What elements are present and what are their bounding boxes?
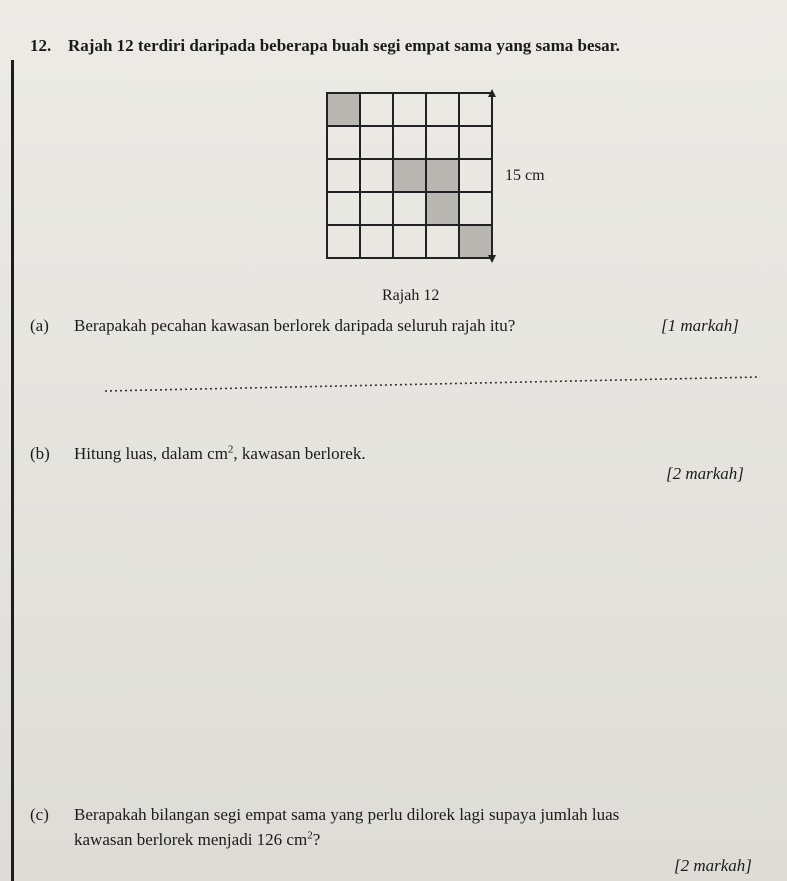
part-c-question-line1 [30, 805, 619, 825]
part-b-text-before: Hitung luas, dalam cm [74, 444, 228, 463]
part-b-sup: 2 [227, 443, 234, 456]
page-margin-line [11, 60, 14, 881]
part-b-text-after: , kawasan berlorek. [233, 444, 366, 463]
part-a-marks: [1 markah] [661, 316, 739, 335]
part-b-question [30, 444, 366, 464]
part-c-marks: [2 markah] [674, 856, 752, 875]
dimension-label: 15 cm [505, 167, 545, 184]
figure-caption: Rajah 12 [382, 287, 440, 304]
question-intro-text: Rajah 12 terdiri daripada beberapa buah segi empat sama yang sama besar. [68, 36, 620, 55]
part-c-line2-after: ? [312, 830, 321, 849]
part-c-line1: Berapakah bilangan segi empat sama yang perlu dilorek lagi supaya jumlah luas [74, 805, 620, 824]
part-b-label: (b) [30, 444, 50, 463]
question-number: 12. [30, 36, 52, 55]
part-a-label: (a) [30, 316, 49, 335]
part-b-marks: [2 markah] [666, 464, 744, 483]
part-a-question [30, 316, 515, 336]
part-c-sup: 2 [307, 829, 313, 842]
part-c-question-line2 [74, 830, 320, 850]
question-intro [30, 36, 620, 56]
part-c-label: (c) [30, 805, 49, 824]
part-a-text: Berapakah pecahan kawasan berlorek daripada seluruh rajah itu? [74, 316, 516, 335]
part-c-line2-before: kawasan berlorek menjadi 126 cm [74, 830, 308, 849]
answer-line-a [105, 374, 760, 394]
